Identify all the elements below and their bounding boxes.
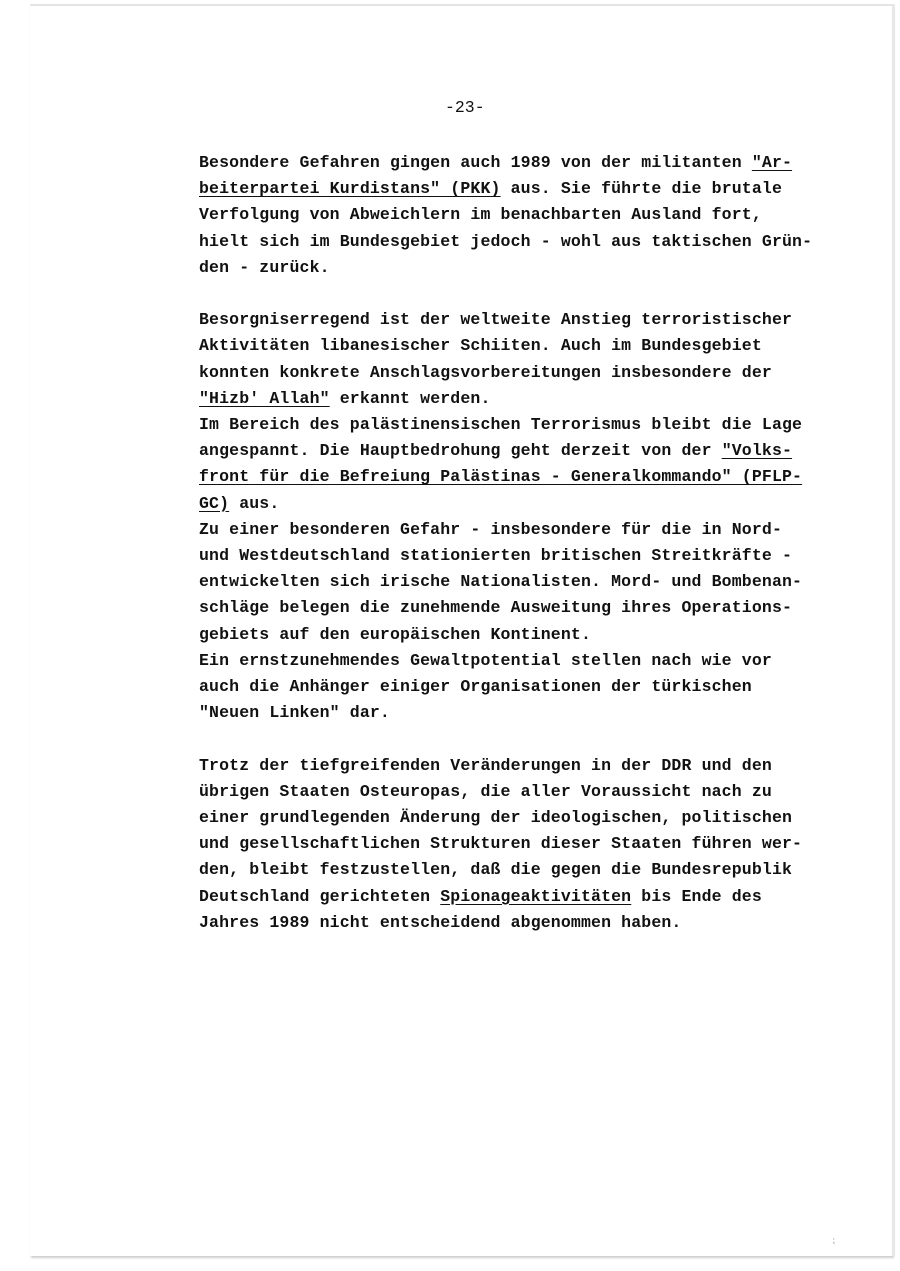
paragraph — [199, 517, 899, 648]
text-line — [199, 595, 899, 621]
text-line — [199, 674, 899, 700]
text-line — [199, 333, 899, 359]
text-line — [199, 202, 899, 228]
underlined-text: front für die Befreiung Palästinas - Generalkommando" (PFLP- — [199, 467, 803, 487]
text-line — [199, 700, 899, 726]
text-line — [199, 229, 899, 255]
paragraph — [199, 412, 899, 517]
text-line — [199, 360, 899, 386]
text-line — [199, 386, 899, 412]
text-line — [199, 779, 899, 805]
text-segment: Aktivitäten libanesischer Schiiten. Auch im Bundesgebiet — [199, 336, 762, 356]
text-line — [199, 255, 899, 281]
text-segment: und gesellschaftlichen Strukturen dieser Staaten führen wer- — [199, 834, 803, 854]
text-segment: Zu einer besonderen Gefahr - insbesondere für die in Nord- — [199, 519, 782, 539]
page-number: -23- — [445, 98, 485, 117]
text-line — [199, 543, 899, 569]
text-segment: Verfolgung von Abweichlern im benachbarten Ausland fort, — [199, 205, 762, 225]
text-line — [199, 805, 899, 831]
text-line — [199, 857, 899, 883]
scan-speck: ⁏ — [832, 1236, 836, 1246]
paragraph — [199, 753, 899, 936]
text-line — [199, 438, 899, 464]
text-segment: schläge belegen die zunehmende Ausweitung ihres Operations- — [199, 598, 793, 618]
paragraph-gap — [199, 726, 899, 752]
body-text — [199, 150, 899, 936]
text-segment: konnten konkrete Anschlagsvorbereitungen insbesondere der — [199, 362, 772, 382]
underlined-text: "Ar- — [751, 153, 793, 172]
text-line — [199, 753, 899, 779]
text-line — [199, 831, 899, 857]
text-segment: "Neuen Linken" dar. — [199, 703, 390, 723]
text-line — [199, 648, 899, 674]
paragraph-gap — [199, 281, 899, 307]
text-segment: Im Bereich des palästinensischen Terrorismus bleibt die Lage — [199, 415, 803, 435]
text-segment: einer grundlegenden Änderung der ideologischen, politischen — [199, 808, 793, 828]
text-line — [199, 884, 899, 910]
underlined-text: "Hizb' Allah" — [199, 388, 330, 408]
text-line — [199, 491, 899, 517]
text-segment: Ein ernstzunehmendes Gewaltpotential stellen nach wie vor — [199, 650, 772, 670]
text-segment: Besorgniserregend ist der weltweite Anstieg terroristischer — [199, 310, 793, 330]
text-segment: Besondere Gefahren gingen auch 1989 von der militanten — [199, 153, 752, 172]
underlined-text: "Volks- — [721, 441, 793, 461]
text-segment: den - zurück. — [199, 257, 330, 277]
text-segment: und Westdeutschland stationierten britischen Streitkräfte - — [199, 546, 793, 566]
text-segment: entwickelten sich irische Nationalisten. Mord- und Bombenan- — [199, 572, 803, 592]
text-line — [199, 569, 899, 595]
text-segment: bis Ende des — [631, 886, 762, 906]
text-segment: den, bleibt festzustellen, daß die gegen die Bundesrepublik — [199, 860, 793, 880]
text-line — [199, 910, 899, 936]
underlined-text: beiterpartei Kurdistans" (PKK) — [199, 179, 501, 199]
document-page — [30, 4, 895, 1256]
text-line — [199, 464, 899, 490]
text-segment: angespannt. Die Hauptbedrohung geht derzeit von der — [199, 441, 722, 461]
text-segment: hielt sich im Bundesgebiet jedoch - wohl aus taktischen Grün- — [199, 231, 813, 251]
paragraph — [199, 150, 899, 281]
text-line — [199, 622, 899, 648]
text-line — [199, 307, 899, 333]
text-segment: aus. — [229, 493, 280, 513]
text-line — [199, 517, 899, 543]
text-line — [199, 176, 899, 202]
text-segment: erkannt werden. — [329, 388, 491, 408]
text-line — [199, 412, 899, 438]
text-segment: übrigen Staaten Osteuropas, die aller Voraussicht nach zu — [199, 781, 772, 801]
paragraph — [199, 648, 899, 727]
text-line — [199, 150, 899, 176]
text-segment: auch die Anhänger einiger Organisationen der türkischen — [199, 677, 752, 697]
text-segment: Trotz der tiefgreifenden Veränderungen in der DDR und den — [199, 755, 772, 775]
underlined-text: GC) — [199, 493, 230, 513]
text-segment: Deutschland gerichteten — [199, 886, 441, 906]
paragraph — [199, 307, 899, 412]
underlined-text: Spionageaktivitäten — [440, 886, 632, 906]
text-segment: gebiets auf den europäischen Kontinent. — [199, 624, 592, 644]
text-segment: aus. Sie führte die brutale — [500, 179, 783, 199]
text-segment: Jahres 1989 nicht entscheidend abgenommen haben. — [199, 912, 682, 932]
